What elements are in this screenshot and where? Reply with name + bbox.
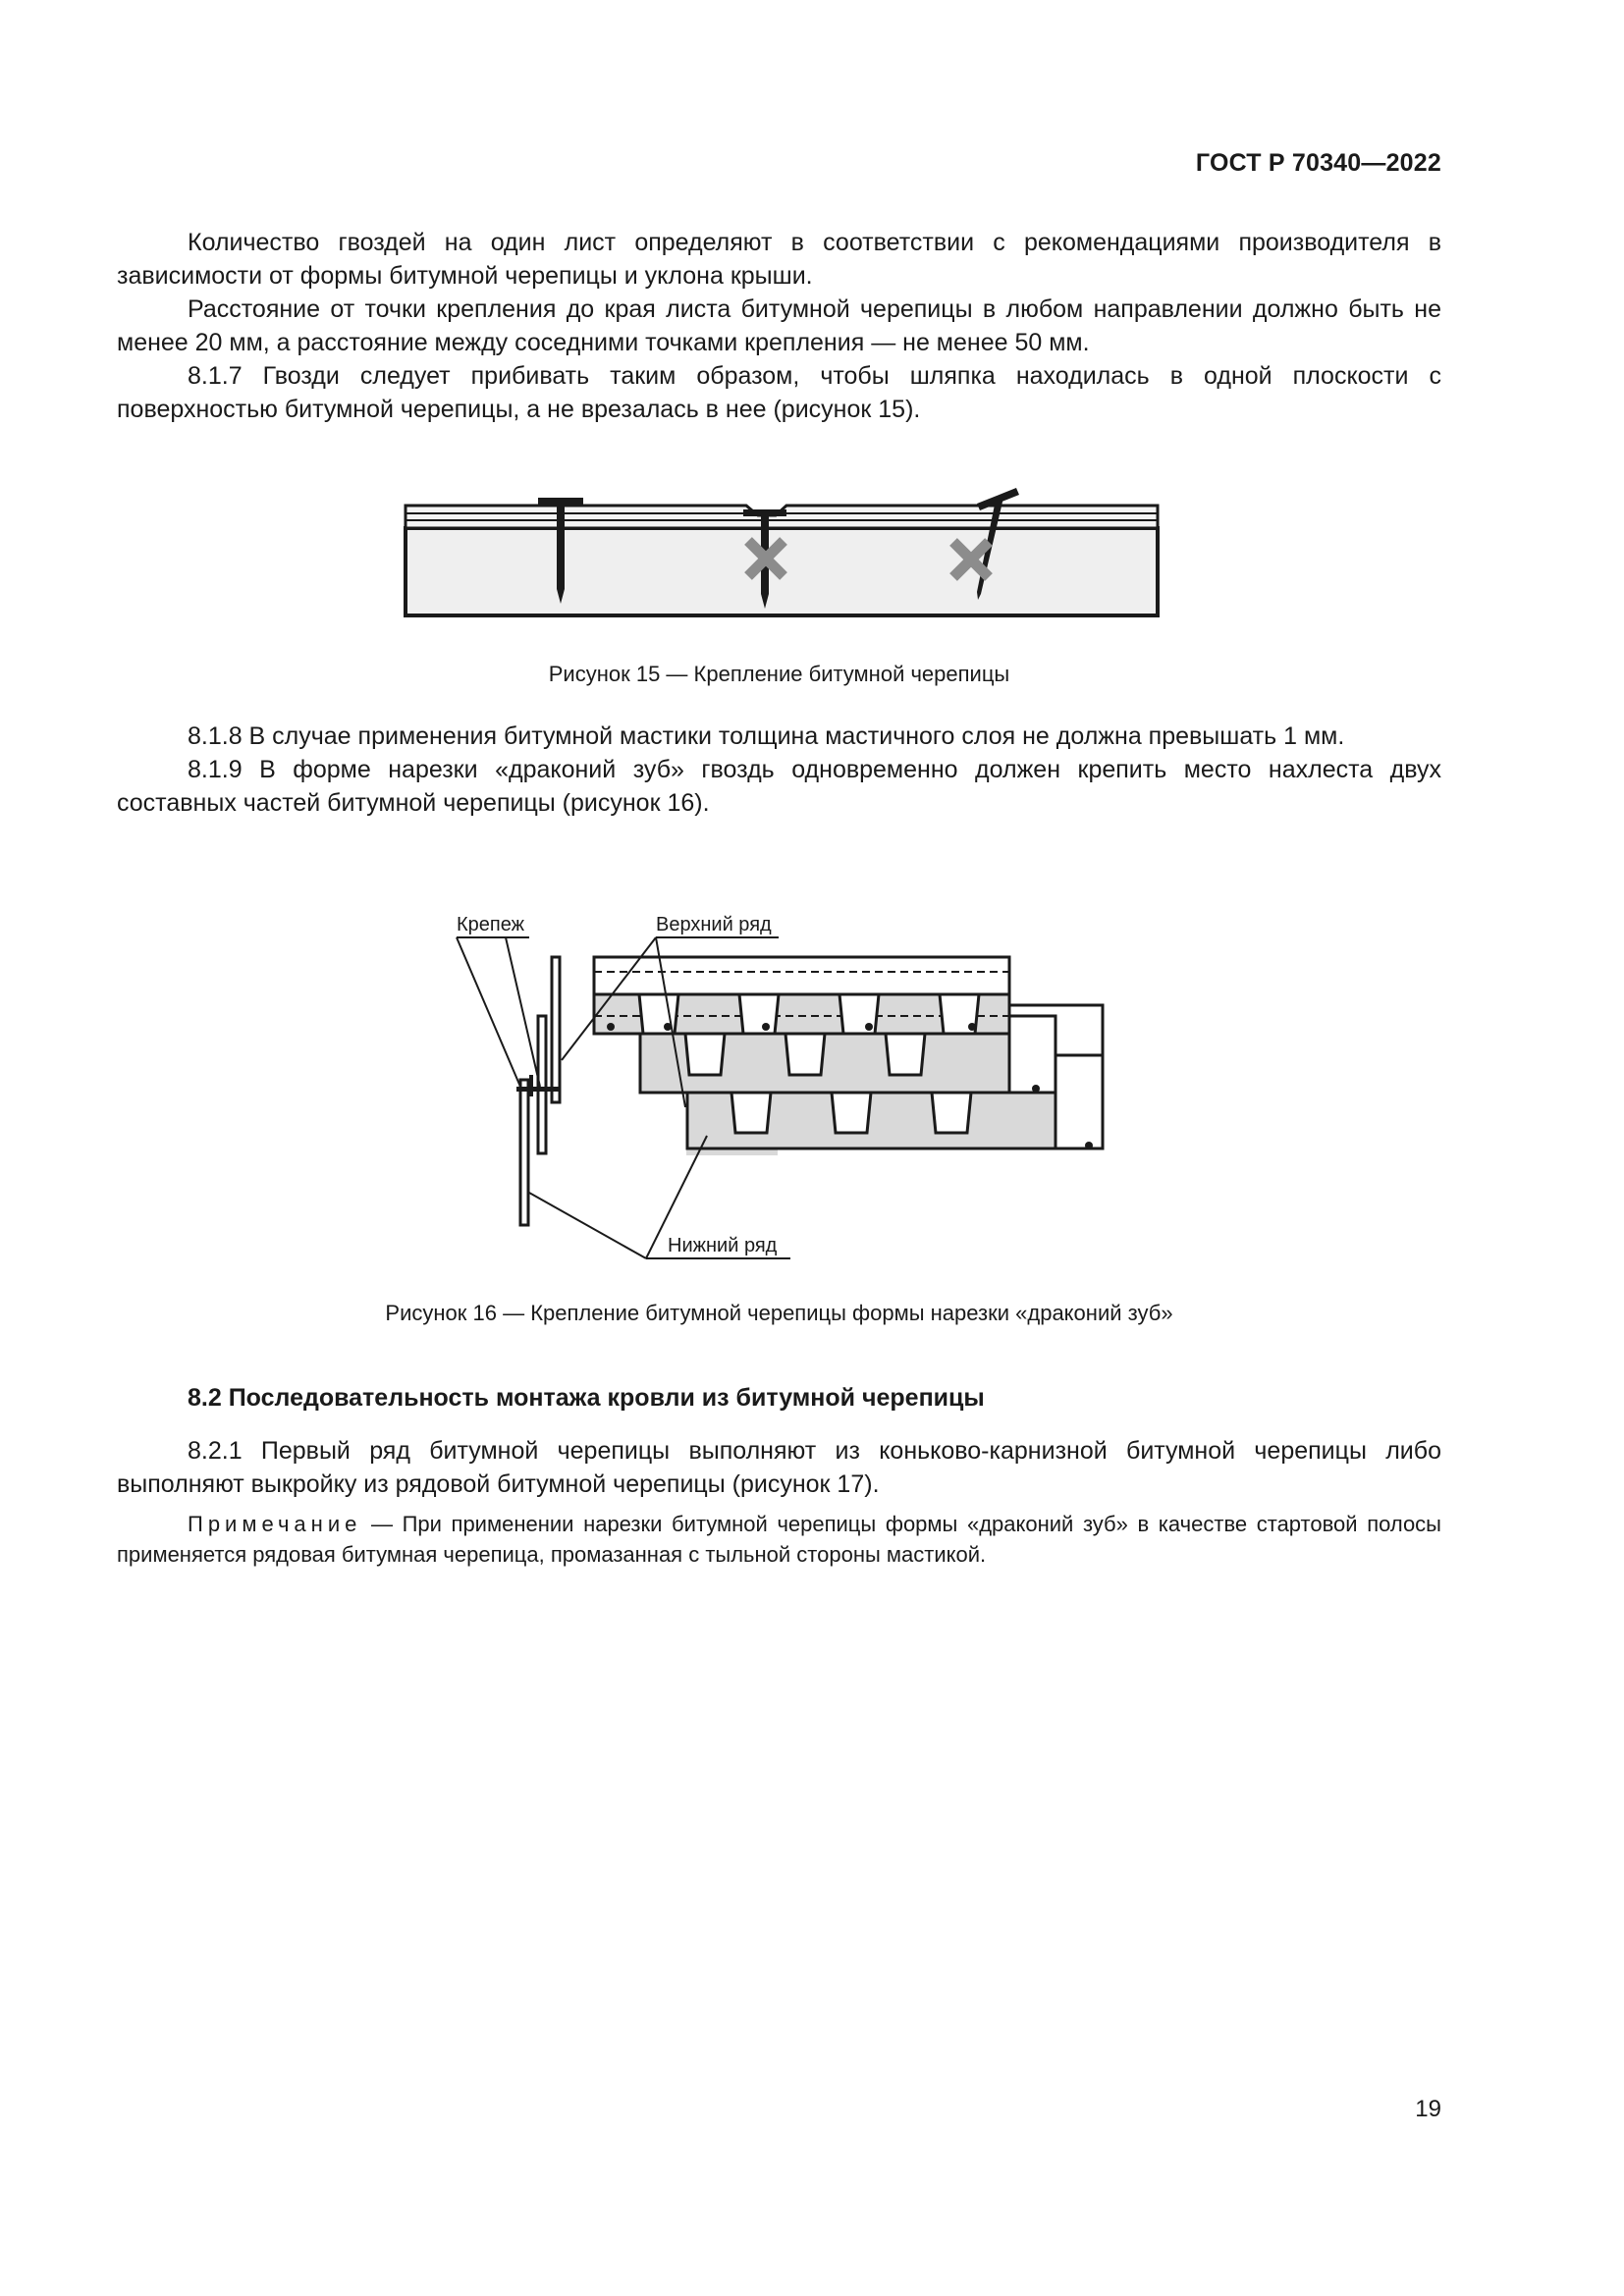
text-block-section bbox=[117, 1434, 1441, 1501]
svg-text:Верхний ряд: Верхний ряд bbox=[656, 914, 772, 935]
paragraph-nails-count: Количество гвоздей на один лист определяют в соответствии с рекомендациями производителя в зависимости от формы битумной черепицы и уклона крыши. bbox=[117, 229, 1441, 290]
text-block-top bbox=[117, 226, 1441, 426]
figure-16-caption: Рисунок 16 — Крепление битумной черепицы формы нарезки «драконий зуб» bbox=[385, 1301, 1173, 1325]
figure-15-caption: Рисунок 15 — Крепление битумной черепицы bbox=[548, 662, 1010, 686]
text-block-mid bbox=[117, 720, 1441, 820]
svg-text:Нижний ряд: Нижний ряд bbox=[668, 1235, 778, 1256]
page-number: 19 bbox=[1415, 2096, 1441, 2122]
svg-text:Крепеж: Крепеж bbox=[457, 914, 525, 935]
figure-16-side-section bbox=[516, 957, 561, 1225]
paragraph-8-2-1: 8.2.1 Первый ряд битумной черепицы выполняют из коньково-карнизной битумной черепицы либо выполняют выкройку из рядовой битумной черепицы (рисунок 17). bbox=[117, 1437, 1441, 1498]
note-label: Примечание bbox=[188, 1512, 362, 1536]
figure-15-shingle-layer bbox=[406, 506, 1158, 528]
paragraph-distance: Расстояние от точки крепления до края листа битумной черепицы в любом направлении должно быть не менее 20 мм, а расстояние между соседними точками крепления — не менее 50 мм. bbox=[117, 295, 1441, 356]
section-8-2-title: 8.2 Последовательность монтажа кровли из битумной черепицы bbox=[188, 1384, 985, 1412]
paragraph-8-1-8: 8.1.8 В случае применения битумной мастики толщина мастичного слоя не должна превышать 1 мм. bbox=[188, 722, 1345, 750]
note-text: — При применении нарезки битумной черепицы формы «драконий зуб» в качестве стартовой полосы применяется рядовая битумная черепица, промазанная с тыльной стороны мастикой. bbox=[117, 1512, 1441, 1567]
figure-16-dragon-tooth-fastening bbox=[447, 908, 1134, 1271]
document-code: ГОСТ Р 70340—2022 bbox=[1195, 149, 1441, 177]
figure-15-nail-fastening bbox=[398, 486, 1164, 628]
note bbox=[117, 1509, 1441, 1570]
figure-16-label-fastener bbox=[457, 914, 540, 1087]
figure-16-shingle-top-row bbox=[594, 957, 1009, 1034]
paragraph-8-1-7: 8.1.7 Гвозди следует прибивать таким образом, чтобы шляпка находилась в одной плоскости с поверхностью битумной черепицы, а не врезалась в нее (рисунок 15). bbox=[117, 362, 1441, 423]
paragraph-8-1-9: 8.1.9 В форме нарезки «драконий зуб» гвоздь одновременно должен крепить место нахлеста двух составных частей битумной черепицы (рисунок 16). bbox=[117, 756, 1441, 817]
